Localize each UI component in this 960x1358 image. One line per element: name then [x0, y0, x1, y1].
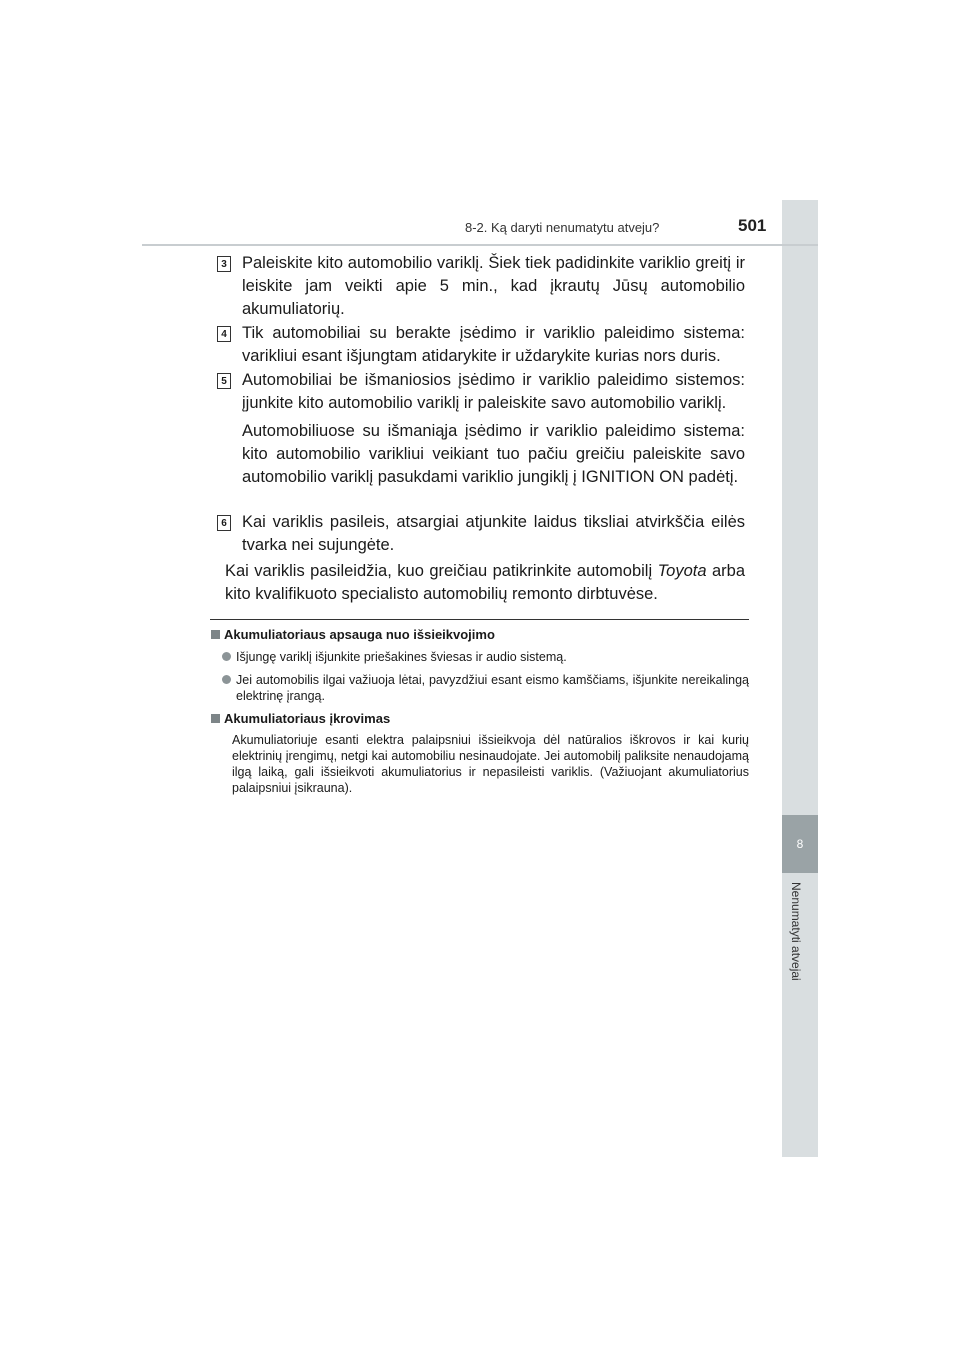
closing-text-after: arba kito kvalifikuoto specialisto automobilių remonto dirbtuvėse.: [225, 562, 745, 603]
note-paragraph: Akumuliatoriuje esanti elektra palaipsniui išsieikvoja dėl natūralios iškrovos ir kai kurių elektrinių įrengimų, netgi kai automobiliu nesinaudojate. Jei automobilį paliksite nenaudojamą ilgą laiką, gali išsieikvoti akumuliatorius ir nepasileisti variklis. (Važiuojant akumuliatorius palaipsniui įsikrauna).: [232, 733, 749, 795]
step-5: [217, 369, 745, 415]
step-number-box: 3: [217, 256, 231, 272]
chapter-title-vertical: Nenumatyti atvejai: [789, 882, 803, 981]
step-text: Automobiliai be išmaniosios įsėdimo ir variklio paleidimo sistemos: įjunkite kito automobilio variklį ir paleiskite savo automobilio variklį.: [242, 371, 745, 412]
page-number: 501: [738, 216, 767, 235]
note-heading-battery-protection: Akumuliatoriaus apsauga nuo išsieikvojimo: [211, 627, 495, 642]
step-6: [217, 511, 745, 557]
section-title: 8-2. Ką daryti nenumatytu atveju?: [465, 220, 660, 235]
square-bullet-icon: [211, 630, 220, 639]
step-text: Kai variklis pasileis, atsargiai atjunkite laidus tiksliai atvirkščia eilės tvarka nei sujungėte.: [242, 513, 745, 554]
closing-paragraph: [225, 560, 745, 606]
note-bullet: Išjungę variklį išjunkite priešakines šviesas ir audio sistemą.: [222, 649, 749, 665]
square-bullet-icon: [211, 714, 220, 723]
section-divider: [210, 619, 749, 620]
step-text: Tik automobiliai su berakte įsėdimo ir variklio paleidimo sistema: varikliui esant išjungtam atidarykite ir uždarykite kurias nors duris.: [242, 324, 745, 365]
step-number-box: 5: [217, 373, 231, 389]
brand-name: Toyota: [657, 562, 707, 580]
step-4: [217, 322, 745, 368]
chapter-number-tab: 8: [782, 815, 818, 873]
step-text: Paleiskite kito automobilio variklį. Šiek tiek padidinkite variklio greitį ir leiskite jam veikti apie 5 min., kad įkrautų Jūsų automobilio akumuliatorių.: [242, 254, 745, 318]
circle-bullet-icon: [222, 675, 231, 684]
step-3: [217, 252, 745, 321]
header-divider: [142, 244, 818, 246]
step-5-sub-paragraph: Automobiliuose su išmaniąja įsėdimo ir variklio paleidimo sistema: kito automobilio varikliui veikiant tuo pačiu greičiu paleiskite savo automobilio variklį pasukdami variklio jungiklį į IGNITION ON padėtį.: [242, 422, 745, 486]
step-number-box: 4: [217, 326, 231, 342]
circle-bullet-icon: [222, 652, 231, 661]
chapter-side-tab: [782, 200, 818, 1157]
step-number-box: 6: [217, 515, 231, 531]
note-bullet: Jei automobilis ilgai važiuoja lėtai, pavyzdžiui esant eismo kamščiams, išjunkite nereikalingą elektrinę įrangą.: [222, 672, 749, 704]
note-heading-battery-charging: Akumuliatoriaus įkrovimas: [211, 711, 390, 726]
closing-text-before: Kai variklis pasileidžia, kuo greičiau patikrinkite automobilį: [225, 562, 658, 580]
